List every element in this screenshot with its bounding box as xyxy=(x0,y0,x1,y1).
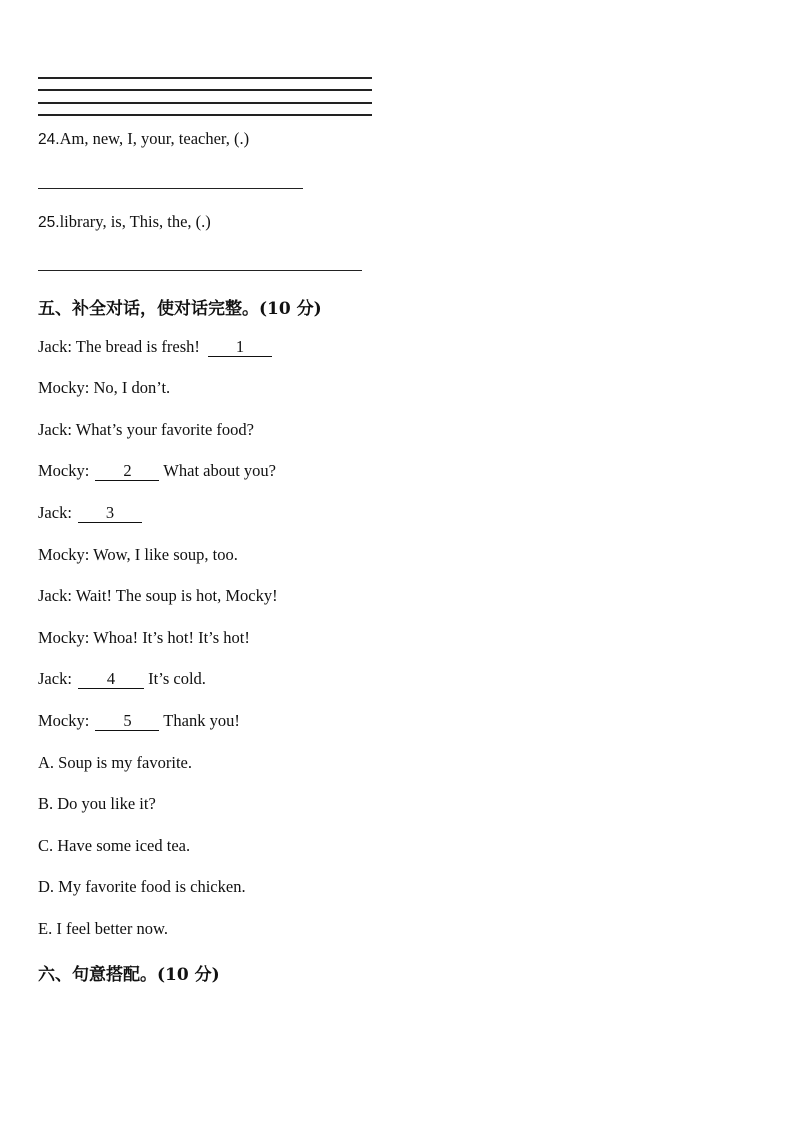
line-text: Wow, I like soup, too. xyxy=(93,545,238,564)
dialogue-line xyxy=(38,461,276,481)
writing-line xyxy=(38,114,372,116)
line-text: It’s cold. xyxy=(148,669,206,688)
line-text: What’s your favorite food? xyxy=(75,420,254,439)
line-text: No, I don’t. xyxy=(93,378,171,397)
dialogue-line xyxy=(38,503,142,523)
option-a: A. Soup is my favorite. xyxy=(38,753,192,772)
speaker: Mocky: xyxy=(38,378,90,397)
writing-line xyxy=(38,77,372,79)
answer-blank-2[interactable]: 2 xyxy=(95,462,159,481)
speaker: Jack: xyxy=(38,420,72,439)
dialogue-line xyxy=(38,586,278,606)
dialogue-line xyxy=(38,337,272,357)
dialogue-line xyxy=(38,628,250,648)
question-24 xyxy=(38,129,249,150)
answer-line-24[interactable] xyxy=(38,188,303,189)
dialogue-line xyxy=(38,669,206,689)
speaker: Mocky: xyxy=(38,628,90,647)
line-text: What about you? xyxy=(163,461,277,480)
option-d: D. My favorite food is chicken. xyxy=(38,877,246,896)
dialogue-line xyxy=(38,545,238,565)
option-e: E. I feel better now. xyxy=(38,919,168,938)
section-6-title: 六、句意搭配。(10 分) xyxy=(38,965,220,985)
answer-line-25[interactable] xyxy=(38,270,362,271)
answer-blank-4[interactable]: 4 xyxy=(78,670,144,689)
speaker: Mocky: xyxy=(38,461,90,480)
speaker: Jack: xyxy=(38,586,72,605)
dialogue-line xyxy=(38,378,170,398)
line-text: Whoa! It’s hot! It’s hot! xyxy=(93,628,250,647)
question-number: 24. xyxy=(38,131,60,148)
section-5-title: 五、补全对话，使对话完整。(10 分) xyxy=(38,299,322,319)
speaker: Jack: xyxy=(38,503,72,522)
question-25 xyxy=(38,212,211,233)
line-text: The bread is fresh! xyxy=(75,337,200,356)
writing-line xyxy=(38,102,372,104)
option-b: B. Do you like it? xyxy=(38,794,156,813)
writing-line xyxy=(38,89,372,91)
option-c: C. Have some iced tea. xyxy=(38,836,191,855)
question-words: Am, new, I, your, teacher, (.) xyxy=(59,129,250,148)
line-text: Wait! The soup is hot, Mocky! xyxy=(75,586,278,605)
speaker: Mocky: xyxy=(38,545,90,564)
question-number: 25. xyxy=(38,214,60,231)
speaker: Jack: xyxy=(38,669,72,688)
dialogue-line xyxy=(38,711,240,731)
speaker: Mocky: xyxy=(38,711,90,730)
speaker: Jack: xyxy=(38,337,72,356)
dialogue-line xyxy=(38,420,254,440)
answer-blank-1[interactable]: 1 xyxy=(208,338,272,357)
question-words: library, is, This, the, (.) xyxy=(59,212,211,231)
line-text: Thank you! xyxy=(163,711,240,730)
answer-blank-5[interactable]: 5 xyxy=(95,712,159,731)
answer-blank-3[interactable]: 3 xyxy=(78,504,142,523)
